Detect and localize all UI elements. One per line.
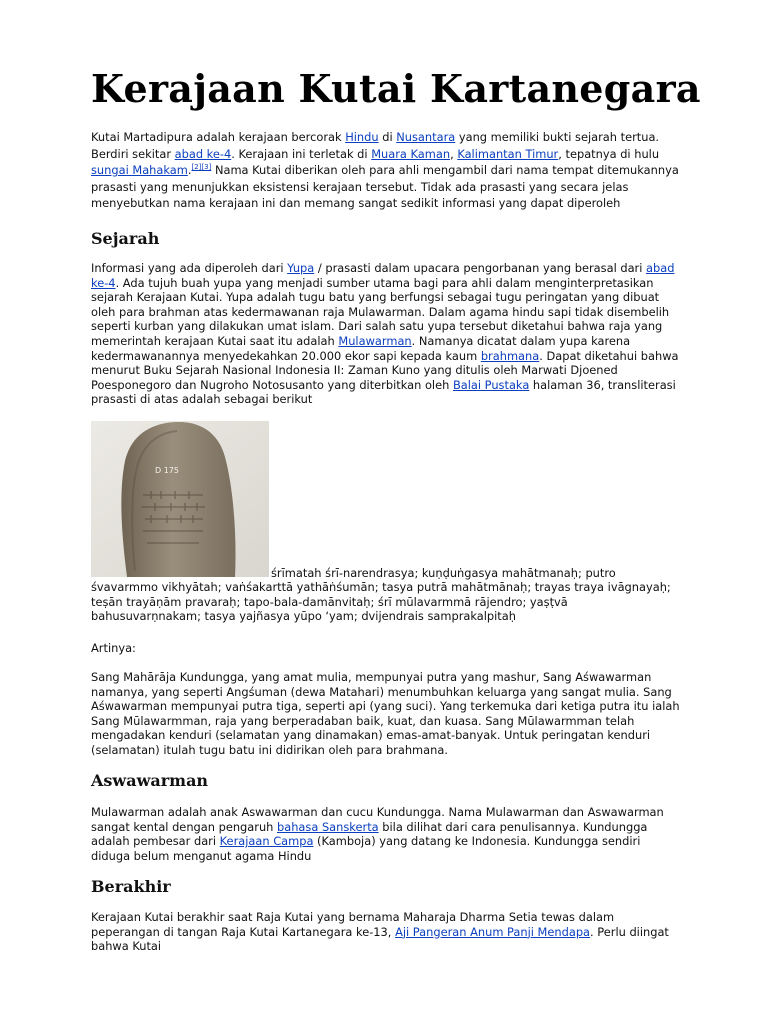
text: . Namanya dicatat dalam yupa karena kedermawanannya menyedekahkan 20.000 ekor sapi kepada kaum [91,333,631,363]
berakhir-paragraph [91,910,681,954]
link-abad-ke-4[interactable]: abad ke-4 [91,261,675,290]
link-sungai-mahakam[interactable]: sungai Mahakam [91,163,188,178]
text: Mulawarman adalah anak Aswawarman dan cucu Kundungga. Nama Mulawarman dan Aswawarman sangat kental dengan pengaruh [91,805,664,834]
link-muara-kaman[interactable]: Muara Kaman [371,146,451,161]
transliteration-first-line: śrīmatah śrī-narendrasya; kuṇḍuṅgasya mahātmanaḥ; putro [271,566,616,580]
text: Informasi yang ada diperoleh dari [91,261,288,275]
link-aji-pangeran-anum-panji-mendapa[interactable]: Aji Pangeran Anum Panji Mendapa [395,924,591,939]
text: / prasasti dalam upacara pengorbanan yang berasal dari [314,261,647,275]
artinya-paragraph: Sang Mahārāja Kundungga, yang amat mulia, mempunyai putra yang mashur, Sang Aśwawarman namanya, yang seperti Angśuman (dewa Matahari) menumbuhkan keluarga yang sangat mulia. Sang Aśwawarman mempunyai putra tiga, seperti api (yang suci). Yang terkemuka dari ketiga putra itu ialah Sang Mūlawarmman, raja yang berperadaban baik, kuat, dan kuasa. Sang Mūlawarmman telah mengadakan kenduri (selamatan yang dinamakan) emas-amat-banyak. Untuk peringatan kenduri (selamatan) itulah tugu batu ini didirikan oleh para brahmana. [91,670,680,757]
link-balai-pustaka[interactable]: Balai Pustaka [452,377,530,392]
text: . Kerajaan ini terletak di [231,146,372,161]
citation-link[interactable]: [2][3] [191,163,212,172]
text: Kerajaan Kutai berakhir saat Raja Kutai yang bernama Maharaja Dharma Setia tewas dalam peperangan di tangan Raja Kutai Kartanegara ke-13, [91,910,615,939]
stone-label: D 175 [155,466,179,475]
section-heading-berakhir: Berakhir [91,877,171,896]
link-brahmana[interactable]: brahmana [480,348,540,363]
section-heading-sejarah: Sejarah [91,229,160,248]
link-bahasa-sanskerta[interactable]: bahasa Sanskerta [277,819,379,834]
link-abad-ke-4[interactable]: abad ke-4 [174,146,232,161]
yupa-stone-photo [91,421,269,577]
transliteration-text: śvavarmmo vikhyātah; vaṅśakarttā yathāṅśumān; tasya putrā mahātmānaḥ; trayas traya ivāgnayaḥ; teṣān trayāṇām pravaraḥ; tapo-bala-damānvitaḥ; śrī mūlavarmmā rājendro; yaṣṭvā bahusuvarṇnakam; tasya yajñasya yūpo ‘yam; dvijendrais samprakalpitaḥ [91,580,671,624]
intro-paragraph [91,129,681,212]
text: . Ada tujuh buah yupa yang menjadi sumber utama bagi para ahli dalam menginterpretasikan sejarah Kerajaan Kutai. Yupa adalah tugu batu yang berfungsi sebagai tugu peringatan yang dibuat oleh para brahman atas kedermawanan raja Mulawarman. Dalam agama hindu sapi tidak disembelih seperti kurban yang dilakukan umat islam. Dari salah satu yupa tersebut diketahui bahwa raja yang memerintah kerajaan Kutai saat itu adalah [91,275,670,348]
text: bila dilihat dari cara penulisannya. Kundungga adalah pembesar dari [91,819,648,849]
text: di [378,130,397,144]
text: , [450,146,458,161]
link-hindu[interactable]: Hindu [345,130,379,144]
text: (Kamboja) yang datang ke Indonesia. Kundungga sendiri diduga belum menganut agama Hindu [91,834,641,863]
page-title: Kerajaan Kutai Kartanegara [91,66,701,111]
link-kerajaan-campa[interactable]: Kerajaan Campa [219,834,314,849]
sejarah-paragraph [91,261,681,407]
link-nusantara[interactable]: Nusantara [396,130,456,144]
text: . [187,163,192,178]
yupa-stone-image [91,421,269,577]
link-kalimantan-timur[interactable]: Kalimantan Timur [457,146,559,161]
aswawarman-paragraph [91,805,681,863]
artinya-label: Artinya: [91,641,136,655]
text: . Dapat diketahui bahwa menurut Buku Sejarah Nasional Indonesia II: Zaman Kuno yang ditulis oleh Marwati Djoened Poesponegoro dan Nugroho Notosusanto yang diterbitkan oleh [91,348,679,392]
text: Nama Kutai diberikan oleh para ahli mengambil dari nama tempat ditemukannya prasasti yang menunjukkan eksistensi kerajaan tersebut. Tidak ada prasasti yang secara jelas menyebutkan nama kerajaan ini dan memang sangat sedikit informasi yang dapat diperoleh [91,163,679,211]
text: yang memiliki bukti sejarah tertua. Berdiri sekitar [91,130,660,161]
section-heading-aswawarman: Aswawarman [91,771,209,790]
link-mulawarman[interactable]: Mulawarman [338,333,412,348]
text: . Perlu diingat bahwa Kutai [91,924,669,954]
text: , tepatnya di hulu [558,146,660,161]
text: halaman 36, transliterasi prasasti di atas adalah sebagai berikut [91,377,676,407]
link-yupa[interactable]: Yupa [287,261,315,275]
text: Kutai Martadipura adalah kerajaan bercorak [91,130,346,144]
